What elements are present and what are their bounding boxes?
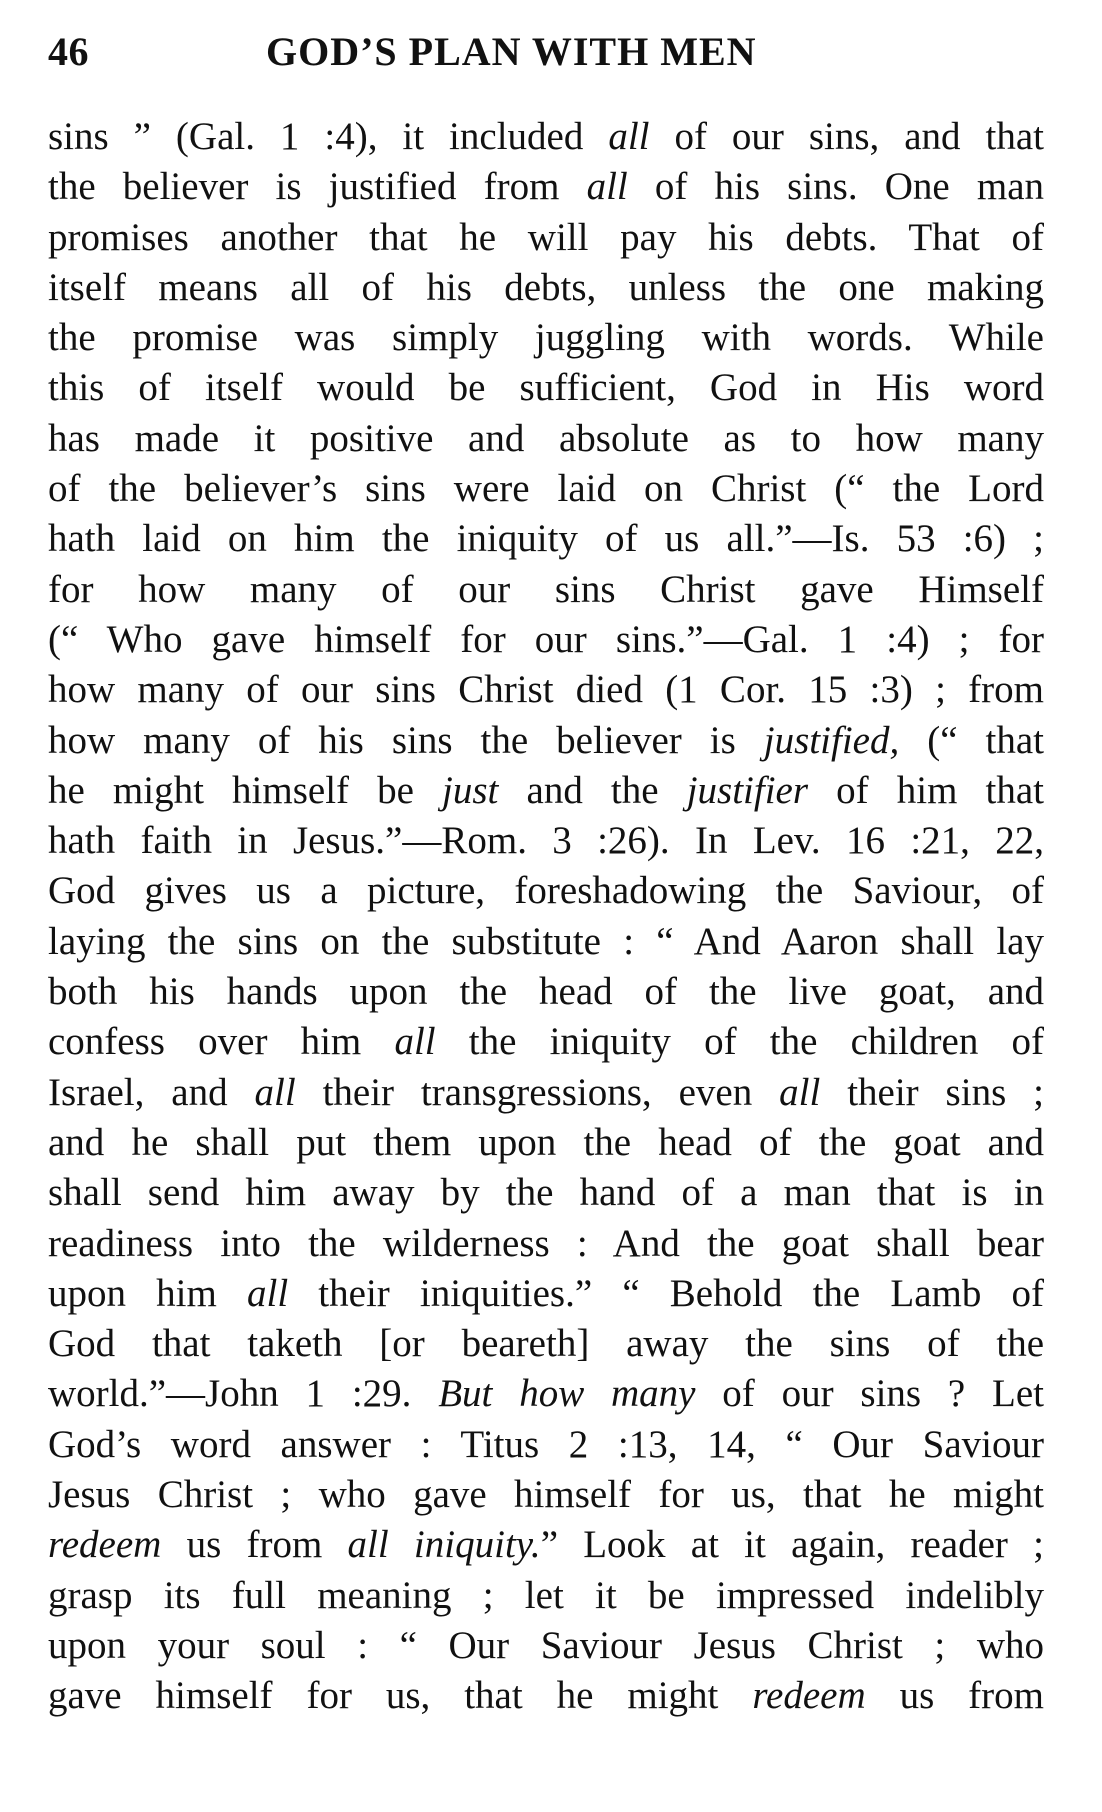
text-run: (“ that	[899, 718, 1045, 762]
text-run: has made it positive and absolute as to how many	[48, 416, 1044, 460]
text-run: and he shall put them upon the head of the goat and	[48, 1120, 1044, 1164]
italic-text: just	[442, 768, 499, 812]
text-run: of the believer’s sins were laid on Christ (“ the Lord	[48, 467, 1044, 511]
running-head-title: GOD’S PLAN WITH MEN	[266, 29, 757, 74]
text-run: hath faith in Jesus.”—Rom. 3 :26). In Lev. 16 :21, 22,	[48, 819, 1044, 863]
text-run: grasp its full meaning ; let it be impressed indelibly	[48, 1573, 1044, 1617]
text-run: God’s word answer : Titus 2 :13, 14, “ Our Saviour	[48, 1422, 1044, 1466]
italic-text: redeem	[48, 1523, 162, 1567]
text-run: sins ” (Gal. 1 :4), it included	[48, 115, 609, 158]
text-line	[48, 313, 1044, 363]
text-run: the iniquity of the children of	[435, 1020, 1044, 1064]
text-line	[48, 1118, 1044, 1168]
text-run: gave himself for us, that he might	[48, 1674, 753, 1718]
text-run: of his sins. One man	[627, 165, 1045, 209]
text-line	[48, 112, 1044, 162]
text-line	[48, 665, 1044, 715]
running-head	[48, 24, 1048, 84]
italic-text: all	[246, 1271, 289, 1315]
text-run: Jesus Christ ; who gave himself for us, that he might	[48, 1473, 1044, 1517]
text-line	[48, 1470, 1044, 1520]
book-page	[48, 24, 1048, 1718]
text-line	[48, 1571, 1044, 1621]
text-run: he might himself be	[48, 768, 443, 812]
text-line	[48, 213, 1044, 263]
italic-text: all	[608, 115, 650, 158]
text-run: their transgressions, even	[295, 1070, 780, 1114]
italic-text: justifier	[686, 768, 809, 812]
italic-text: redeem	[752, 1674, 866, 1718]
text-run: for how many of our sins Christ gave Himself	[48, 567, 1044, 611]
text-run: upon your soul : “ Our Saviour Jesus Christ ; who	[48, 1623, 1044, 1667]
text-run: God that taketh [or beareth] away the sins of the	[48, 1322, 1044, 1366]
text-line	[48, 1168, 1044, 1218]
text-line	[48, 1621, 1044, 1671]
text-line	[48, 1369, 1044, 1419]
text-run: both his hands upon the head of the live goat, and	[48, 970, 1044, 1014]
text-run: confess over him	[48, 1020, 395, 1064]
text-run: ” Look at it again, reader ;	[540, 1523, 1044, 1567]
text-line	[48, 615, 1044, 665]
text-line	[48, 766, 1044, 816]
text-line	[48, 1671, 1044, 1721]
text-run: of our sins, and that	[649, 115, 1044, 158]
text-line	[48, 414, 1044, 464]
text-run: hath laid on him the iniquity of us all.”—Is. 53 :6) ;	[48, 517, 1044, 561]
text-line	[48, 1420, 1044, 1470]
text-line	[48, 1017, 1044, 1067]
text-run: promises another that he will pay his debts. That of	[48, 215, 1044, 259]
text-run: their iniquities.” “ Behold the Lamb of	[288, 1271, 1045, 1315]
text-line	[48, 162, 1044, 212]
italic-text: But how many	[438, 1372, 696, 1416]
text-line	[48, 1068, 1044, 1118]
text-line	[48, 917, 1044, 967]
text-run: (“ Who gave himself for our sins.”—Gal. 1 :4) ; for	[48, 617, 1044, 661]
text-line	[48, 363, 1044, 413]
text-run: itself means all of his debts, unless the one making	[48, 265, 1044, 309]
text-line	[48, 967, 1044, 1017]
text-run: how many of our sins Christ died (1 Cor. 15 :3) ; from	[48, 668, 1044, 712]
text-run: upon him	[48, 1271, 247, 1315]
text-run: their sins ;	[820, 1070, 1044, 1114]
text-line	[48, 1219, 1044, 1269]
text-run: us from	[161, 1523, 348, 1567]
italic-text: all	[586, 165, 628, 209]
text-line	[48, 464, 1044, 514]
text-run: God gives us a picture, foreshadowing the Saviour, of	[48, 869, 1044, 913]
text-run: readiness into the wilderness : And the goat shall bear	[48, 1221, 1044, 1265]
text-line	[48, 514, 1044, 564]
text-line	[48, 1319, 1044, 1369]
text-line	[48, 1520, 1044, 1570]
text-run: shall send him away by the hand of a man that is in	[48, 1171, 1044, 1215]
text-run: this of itself would be sufficient, God in His word	[48, 366, 1044, 410]
text-run: the believer is justified from	[48, 165, 587, 209]
page-number: 46	[48, 29, 89, 74]
text-run: Israel, and	[48, 1070, 255, 1114]
text-run: world.”—John 1 :29.	[48, 1372, 439, 1416]
text-line	[48, 816, 1044, 866]
text-run: laying the sins on the substitute : “ And Aaron shall lay	[48, 919, 1044, 963]
italic-text: all	[779, 1070, 821, 1114]
text-run: of our sins ? Let	[695, 1372, 1044, 1416]
text-line	[48, 263, 1044, 313]
italic-text: all	[254, 1070, 296, 1114]
text-run: how many of his sins the believer is	[48, 718, 764, 762]
text-run: of him that	[808, 768, 1044, 812]
italic-text: all iniquity.	[347, 1523, 541, 1567]
text-line	[48, 716, 1044, 766]
text-run: us from	[865, 1674, 1044, 1718]
text-run: the promise was simply juggling with words. While	[48, 316, 1044, 360]
text-line	[48, 866, 1044, 916]
text-run: and the	[498, 768, 687, 812]
text-line	[48, 565, 1044, 615]
italic-text: all	[394, 1020, 436, 1064]
body-text	[48, 112, 1044, 1722]
italic-text: justified,	[763, 718, 900, 762]
text-line	[48, 1269, 1044, 1319]
